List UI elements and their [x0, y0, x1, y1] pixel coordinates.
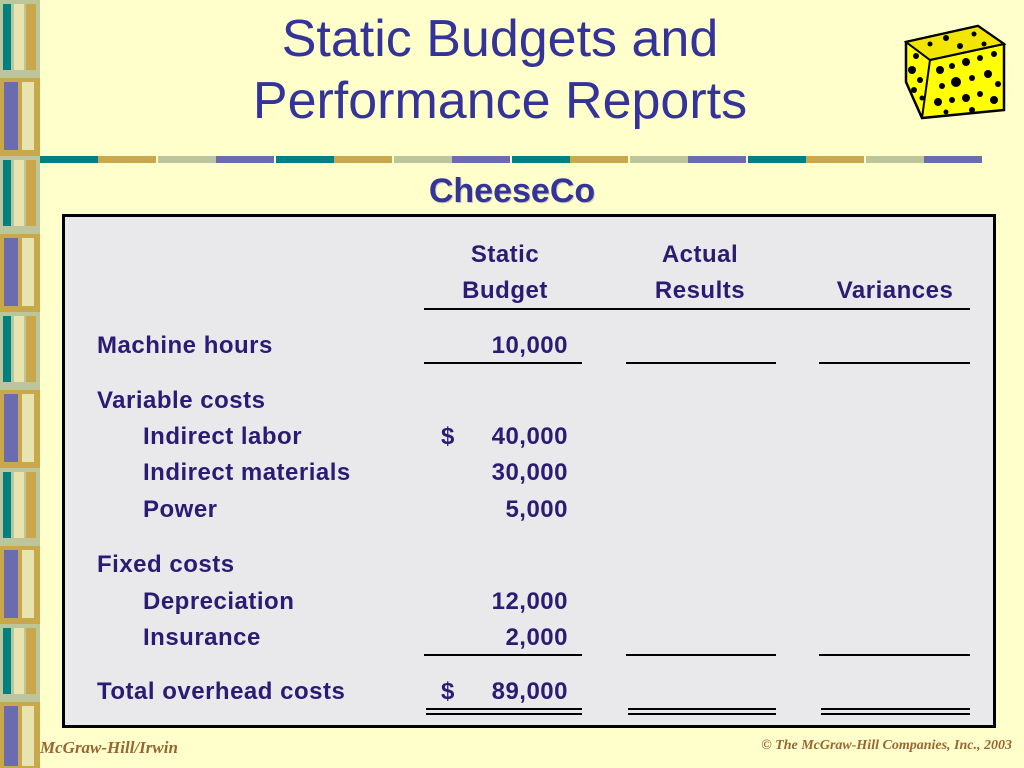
header-static-line2: Budget	[462, 277, 548, 304]
header-rule	[424, 308, 970, 310]
header-static-line1: Static	[470, 241, 540, 268]
label-indirect-materials: Indirect materials	[143, 459, 351, 486]
value-indirect-labor: 40,000	[491, 423, 568, 450]
value-depreciation: 12,000	[491, 588, 568, 615]
double-underline-actual-1	[628, 708, 776, 710]
double-underline-actual-2	[628, 713, 776, 715]
underline-actual-insurance	[626, 654, 776, 656]
heading-fixed-costs: Fixed costs	[97, 551, 235, 578]
underline-actual-machine-hours	[626, 362, 776, 364]
label-total-overhead-costs: Total overhead costs	[97, 678, 346, 705]
double-underline-static-2	[426, 713, 582, 715]
company-subtitle: CheeseCo	[428, 172, 596, 210]
header-actual-line2: Results	[654, 277, 746, 304]
dollar-sign-indirect-labor: $	[441, 423, 455, 450]
value-total-overhead-costs: 89,000	[491, 678, 568, 705]
footer-publisher: McGraw-Hill/Irwin	[40, 738, 178, 757]
underline-variance-insurance	[819, 654, 970, 656]
label-machine-hours: Machine hours	[97, 332, 273, 359]
horizontal-divider-bar	[40, 156, 990, 163]
underline-static-machine-hours	[424, 362, 582, 364]
cheese-icon	[900, 22, 1010, 122]
performance-report-table	[62, 214, 996, 728]
value-power: 5,000	[505, 496, 568, 523]
title-line-2: Performance Reports	[252, 72, 748, 130]
value-insurance: 2,000	[505, 624, 568, 651]
value-indirect-materials: 30,000	[491, 459, 568, 486]
heading-variable-costs: Variable costs	[97, 387, 266, 414]
double-underline-static-1	[426, 708, 582, 710]
footer-copyright: © The McGraw-Hill Companies, Inc., 2003	[761, 738, 1012, 753]
label-insurance: Insurance	[143, 624, 261, 651]
double-underline-variance-2	[821, 713, 970, 715]
double-underline-variance-1	[821, 708, 970, 710]
left-decorative-stripe	[0, 0, 40, 768]
value-machine-hours: 10,000	[491, 332, 568, 359]
label-power: Power	[143, 496, 218, 523]
header-variances: Variances	[836, 277, 954, 304]
label-depreciation: Depreciation	[143, 588, 295, 615]
title-line-1: Static Budgets and	[281, 10, 719, 68]
slide-title	[120, 8, 880, 132]
underline-static-insurance	[424, 654, 582, 656]
underline-variance-machine-hours	[819, 362, 970, 364]
dollar-sign-total: $	[441, 678, 455, 705]
header-actual-line1: Actual	[661, 241, 739, 268]
label-indirect-labor: Indirect labor	[143, 423, 303, 450]
